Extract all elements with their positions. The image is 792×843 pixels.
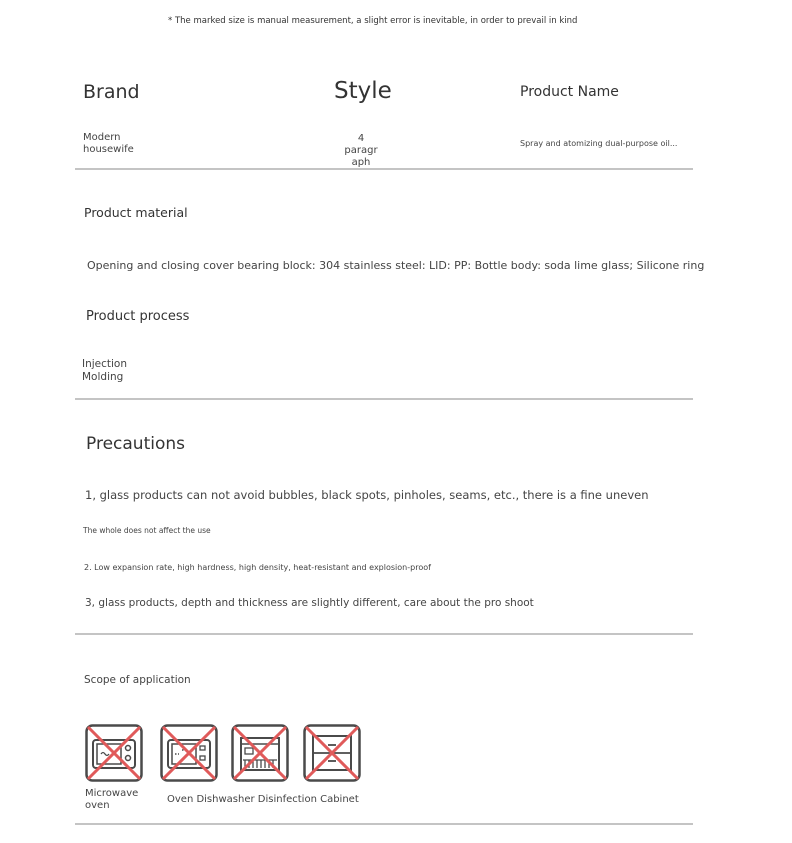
material-value: Opening and closing cover bearing block: 304 stainless steel: LID: PP: Bottle body: soda lime glass; Silicone ring [87, 259, 705, 272]
disinfection-cabinet-icon [303, 724, 361, 782]
style-value: 4 paragr aph [344, 133, 378, 168]
brand-label: Brand [83, 81, 140, 103]
precaution-line-3: 3, glass products, depth and thickness are slightly different, care about the pro shoot [85, 597, 534, 609]
product-name-label: Product Name [520, 84, 619, 100]
precaution-line-1: 1, glass products can not avoid bubbles, black spots, pinholes, seams, etc., there is a fine uneven [85, 488, 649, 502]
material-label: Product material [84, 205, 188, 220]
process-label: Product process [86, 309, 190, 324]
divider [75, 398, 693, 400]
divider [75, 633, 693, 635]
precaution-line-1-cont: The whole does not affect the use [83, 526, 211, 535]
scope-title: Scope of application [84, 674, 191, 686]
divider [75, 823, 693, 825]
precautions-title: Precautions [86, 434, 185, 454]
style-label: Style [334, 78, 392, 104]
process-value: Injection Molding [82, 358, 128, 383]
appliance-captions: Oven Dishwasher Disinfection Cabinet [167, 794, 359, 805]
brand-value: Modern housewife [83, 132, 134, 155]
dishwasher-icon [231, 724, 289, 782]
precaution-line-2: 2. Low expansion rate, high hardness, high density, heat-resistant and explosion-proof [84, 563, 431, 572]
microwave-caption: Microwave oven [85, 788, 139, 811]
microwave-icon [85, 724, 143, 782]
oven-icon [160, 724, 218, 782]
divider [75, 168, 693, 170]
measurement-note: * The marked size is manual measurement, a slight error is inevitable, in order to prevail in kind [168, 16, 578, 26]
product-name-value: Spray and atomizing dual-purpose oil... [520, 139, 678, 148]
